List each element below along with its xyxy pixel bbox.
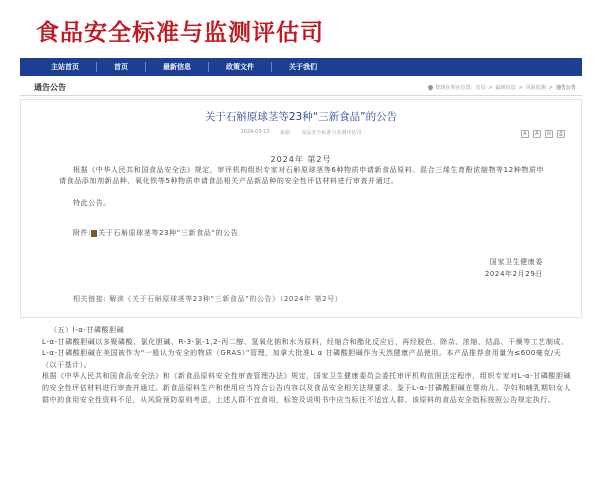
breadcrumb-separator: > (488, 84, 493, 91)
article-meta (21, 129, 581, 136)
breadcrumb-link-home[interactable]: 首页 (475, 85, 486, 91)
attachment-prefix: 附件: (73, 229, 92, 237)
nav-item-policy[interactable]: 政策文件 (209, 62, 272, 72)
font-larger-icon[interactable]: A (521, 130, 529, 138)
font-smaller-icon[interactable]: A (533, 130, 541, 138)
related-links (73, 294, 342, 304)
breadcrumb-separator: > (518, 84, 523, 91)
breadcrumb-link-latest[interactable]: 最新信息 (495, 85, 516, 91)
breadcrumb-current: 通告公告 (555, 85, 576, 91)
meta-org: 食品安全标准与监测评估司 (301, 130, 362, 136)
meta-date: 2024-03-13 (240, 129, 270, 135)
main-nav (20, 58, 582, 76)
breadcrumb-link-monitoring[interactable]: 风险监测 (525, 85, 546, 91)
document-number: 2024年 第2号 (270, 155, 332, 164)
email-icon[interactable]: ✉ (546, 131, 552, 137)
article-paragraph: 根据《中华人民共和国食品安全法》规定，审评机构组织专家对石斛原球茎等6种物质申请新食品原料、混合三烯生育酚浓缩物等12种物质申请食品添加剂新品种、氧化铁等5种物质申请食品相关产品新品种的安全性评估材料进行审查并通过。 (59, 166, 545, 185)
lower-document-excerpt (42, 325, 572, 406)
attachment-link[interactable]: 关于石斛原球茎等23种“三新食品”的公告 (98, 229, 239, 237)
meta-source-label: 来源: (279, 130, 292, 136)
site-title: 食品安全标准与监测评估司 (36, 20, 324, 46)
section-title: 通告公告 (34, 83, 66, 92)
article-title: 关于石斛原球茎等23种“三新食品”的公告 (204, 111, 398, 123)
document-icon (91, 230, 97, 237)
excerpt-paragraph: L-α-甘磷酸胆碱以多聚磷酸、氯化胆碱、R-3-氯-1,2-丙二醇、氢氧化钠和水为原料，经缩合和酯化反应后，再经脱色、除杂、浓缩、结晶、干燥等工艺制成。L-α-甘磷酸胆碱在美国被作为“一般认为安全的物质（GRAS）”管理，加拿大批准L α 甘磷酸胆碱作为天然健康产品使用。本产品推荐食用量为≤600毫克/天（以干基计）。 (42, 337, 569, 369)
related-label: 相关链接: (73, 295, 107, 303)
excerpt-paragraph: 根据《中华人民共和国食品安全法》和《新食品原料安全性审查管理办法》规定，国家卫生健康委员会委托审评机构依照法定程序，组织专家对L-α-甘磷酸胆碱的安全性评估材料进行审查并通过。新食品原料生产和使用应当符合公告内容以及食品安全相关法规要求。鉴于L-α-甘磷酸胆碱在婴幼儿、孕妇和哺乳期妇女人群中的食用安全性资料不足，从风险预防原则考虑，上述人群不宜食用，标签及说明书中应当标注不适宜人群、该原料的食品安全指标按照公告规定执行。 (42, 372, 572, 404)
nav-item-main-home[interactable]: 主站首页 (34, 62, 97, 72)
related-link[interactable]: 解读《关于石斛原球茎等23种“三新食品”的公告》（2024年 第2号） (109, 295, 343, 303)
nav-item-home[interactable]: 首页 (97, 62, 146, 72)
breadcrumb-prefix: 您现在所在位置: (435, 85, 473, 91)
issuer: 国家卫生健康委 (489, 258, 543, 266)
nav-item-latest[interactable]: 最新信息 (146, 62, 209, 72)
share-tools (521, 130, 565, 138)
breadcrumb (428, 84, 582, 91)
excerpt-heading: （五）l-α-甘磷酸胆碱 (50, 326, 125, 334)
location-pin-icon (427, 84, 434, 91)
nav-item-about[interactable]: 关于我们 (289, 63, 317, 71)
section-header (20, 80, 582, 96)
issue-date: 2024年2月29日 (484, 270, 543, 278)
attachment-row (73, 228, 238, 238)
print-icon[interactable]: ⎙ (558, 131, 563, 137)
article-closing: 特此公告。 (73, 199, 111, 207)
breadcrumb-separator: > (548, 84, 553, 91)
article-card (20, 99, 582, 318)
